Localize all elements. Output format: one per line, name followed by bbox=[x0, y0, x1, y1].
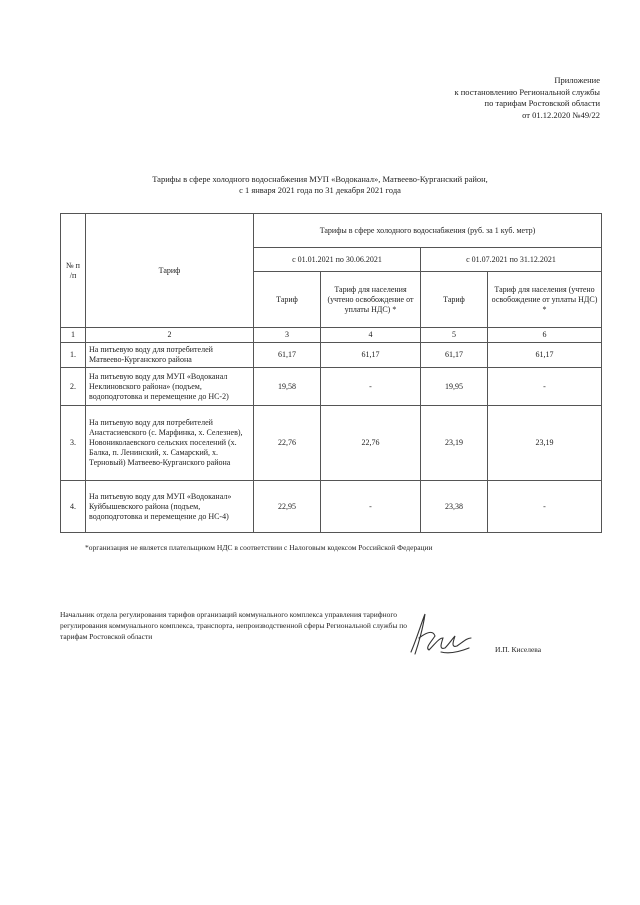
table-row bbox=[61, 406, 602, 481]
row-num: 3. bbox=[61, 406, 86, 481]
appendix-line: по тарифам Ростовской области bbox=[484, 98, 600, 108]
row-value: 22,76 bbox=[321, 406, 421, 481]
table-row bbox=[61, 343, 602, 368]
appendix-block bbox=[454, 75, 600, 121]
row-num: 4. bbox=[61, 481, 86, 533]
vat-footnote: *организация не является плательщиком НДС в соответствии с Налоговым кодексом Российской Федерации bbox=[85, 543, 433, 552]
row-value: 23,38 bbox=[421, 481, 488, 533]
row-name: На питьевую воду для потребителей Анастасиевского (с. Марфинка, х. Селезнев), Новониколаевского сельских поселений (х. Балка, п. Ленинский, х. Самарский, х. Терновый) Матвеево-Курганского района bbox=[86, 406, 254, 481]
row-value: 19,58 bbox=[254, 368, 321, 406]
header-col-tariff-1: Тариф bbox=[254, 272, 321, 328]
row-value: 22,76 bbox=[254, 406, 321, 481]
header-col-population-1: Тариф для населения (учтено освобождение от уплаты НДС) * bbox=[321, 272, 421, 328]
table-row bbox=[61, 368, 602, 406]
row-num: 1. bbox=[61, 343, 86, 368]
row-name: На питьевую воду для МУП «Водоканал» Куйбышевского района (подъем, водоподготовка и перемещение до НС-4) bbox=[86, 481, 254, 533]
index-cell: 4 bbox=[321, 328, 421, 343]
row-value: - bbox=[321, 481, 421, 533]
appendix-line: от 01.12.2020 №49/22 bbox=[522, 109, 600, 120]
appendix-line: к постановлению Региональной службы bbox=[454, 86, 600, 97]
header-num: № п /п bbox=[61, 214, 86, 328]
row-num: 2. bbox=[61, 368, 86, 406]
title-line-1: Тарифы в сфере холодного водоснабжения МУП «Водоканал», Матвеево-Курганский район, bbox=[152, 174, 488, 184]
header-col-tariff-2: Тариф bbox=[421, 272, 488, 328]
row-name: На питьевую воду для потребителей Матвеево-Курганского района bbox=[86, 343, 254, 368]
row-value: - bbox=[321, 368, 421, 406]
appendix-line: Приложение bbox=[554, 75, 600, 85]
header-tariff: Тариф bbox=[86, 214, 254, 328]
header-period-1: с 01.01.2021 по 30.06.2021 bbox=[254, 248, 421, 272]
index-cell: 3 bbox=[254, 328, 321, 343]
row-value: 61,17 bbox=[321, 343, 421, 368]
header-period-2: с 01.07.2021 по 31.12.2021 bbox=[421, 248, 602, 272]
header-group: Тарифы в сфере холодного водоснабжения (руб. за 1 куб. метр) bbox=[254, 214, 602, 248]
row-value: - bbox=[488, 481, 602, 533]
index-cell: 5 bbox=[421, 328, 488, 343]
row-value: 23,19 bbox=[488, 406, 602, 481]
row-value: 61,17 bbox=[488, 343, 602, 368]
table-row bbox=[61, 481, 602, 533]
index-row bbox=[61, 328, 602, 343]
index-cell: 1 bbox=[61, 328, 86, 343]
row-value: 61,17 bbox=[254, 343, 321, 368]
document-title bbox=[0, 174, 640, 196]
row-name: На питьевую воду для МУП «Водоканал Неклиновского района» (подъем, водоподготовка и перемещение до НС-2) bbox=[86, 368, 254, 406]
row-value: 22,95 bbox=[254, 481, 321, 533]
header-col-population-2: Тариф для населения (учтено освобождение от уплаты НДС) * bbox=[488, 272, 602, 328]
row-value: 61,17 bbox=[421, 343, 488, 368]
index-cell: 6 bbox=[488, 328, 602, 343]
signer-name: И.П. Киселева bbox=[495, 645, 542, 654]
index-cell: 2 bbox=[86, 328, 254, 343]
row-value: 23,19 bbox=[421, 406, 488, 481]
title-line-2: с 1 января 2021 года по 31 декабря 2021 года bbox=[239, 185, 401, 195]
signatory-position: Начальник отдела регулирования тарифов организаций коммунального комплекса управления тарифного регулирования коммунального комплекса, транспорта, непроизводственной сферы Региональной службы по тарифам Ростовской области bbox=[60, 610, 408, 641]
row-value: 19,95 bbox=[421, 368, 488, 406]
handwritten-signature bbox=[405, 608, 475, 660]
tariff-table bbox=[60, 213, 602, 533]
row-value: - bbox=[488, 368, 602, 406]
